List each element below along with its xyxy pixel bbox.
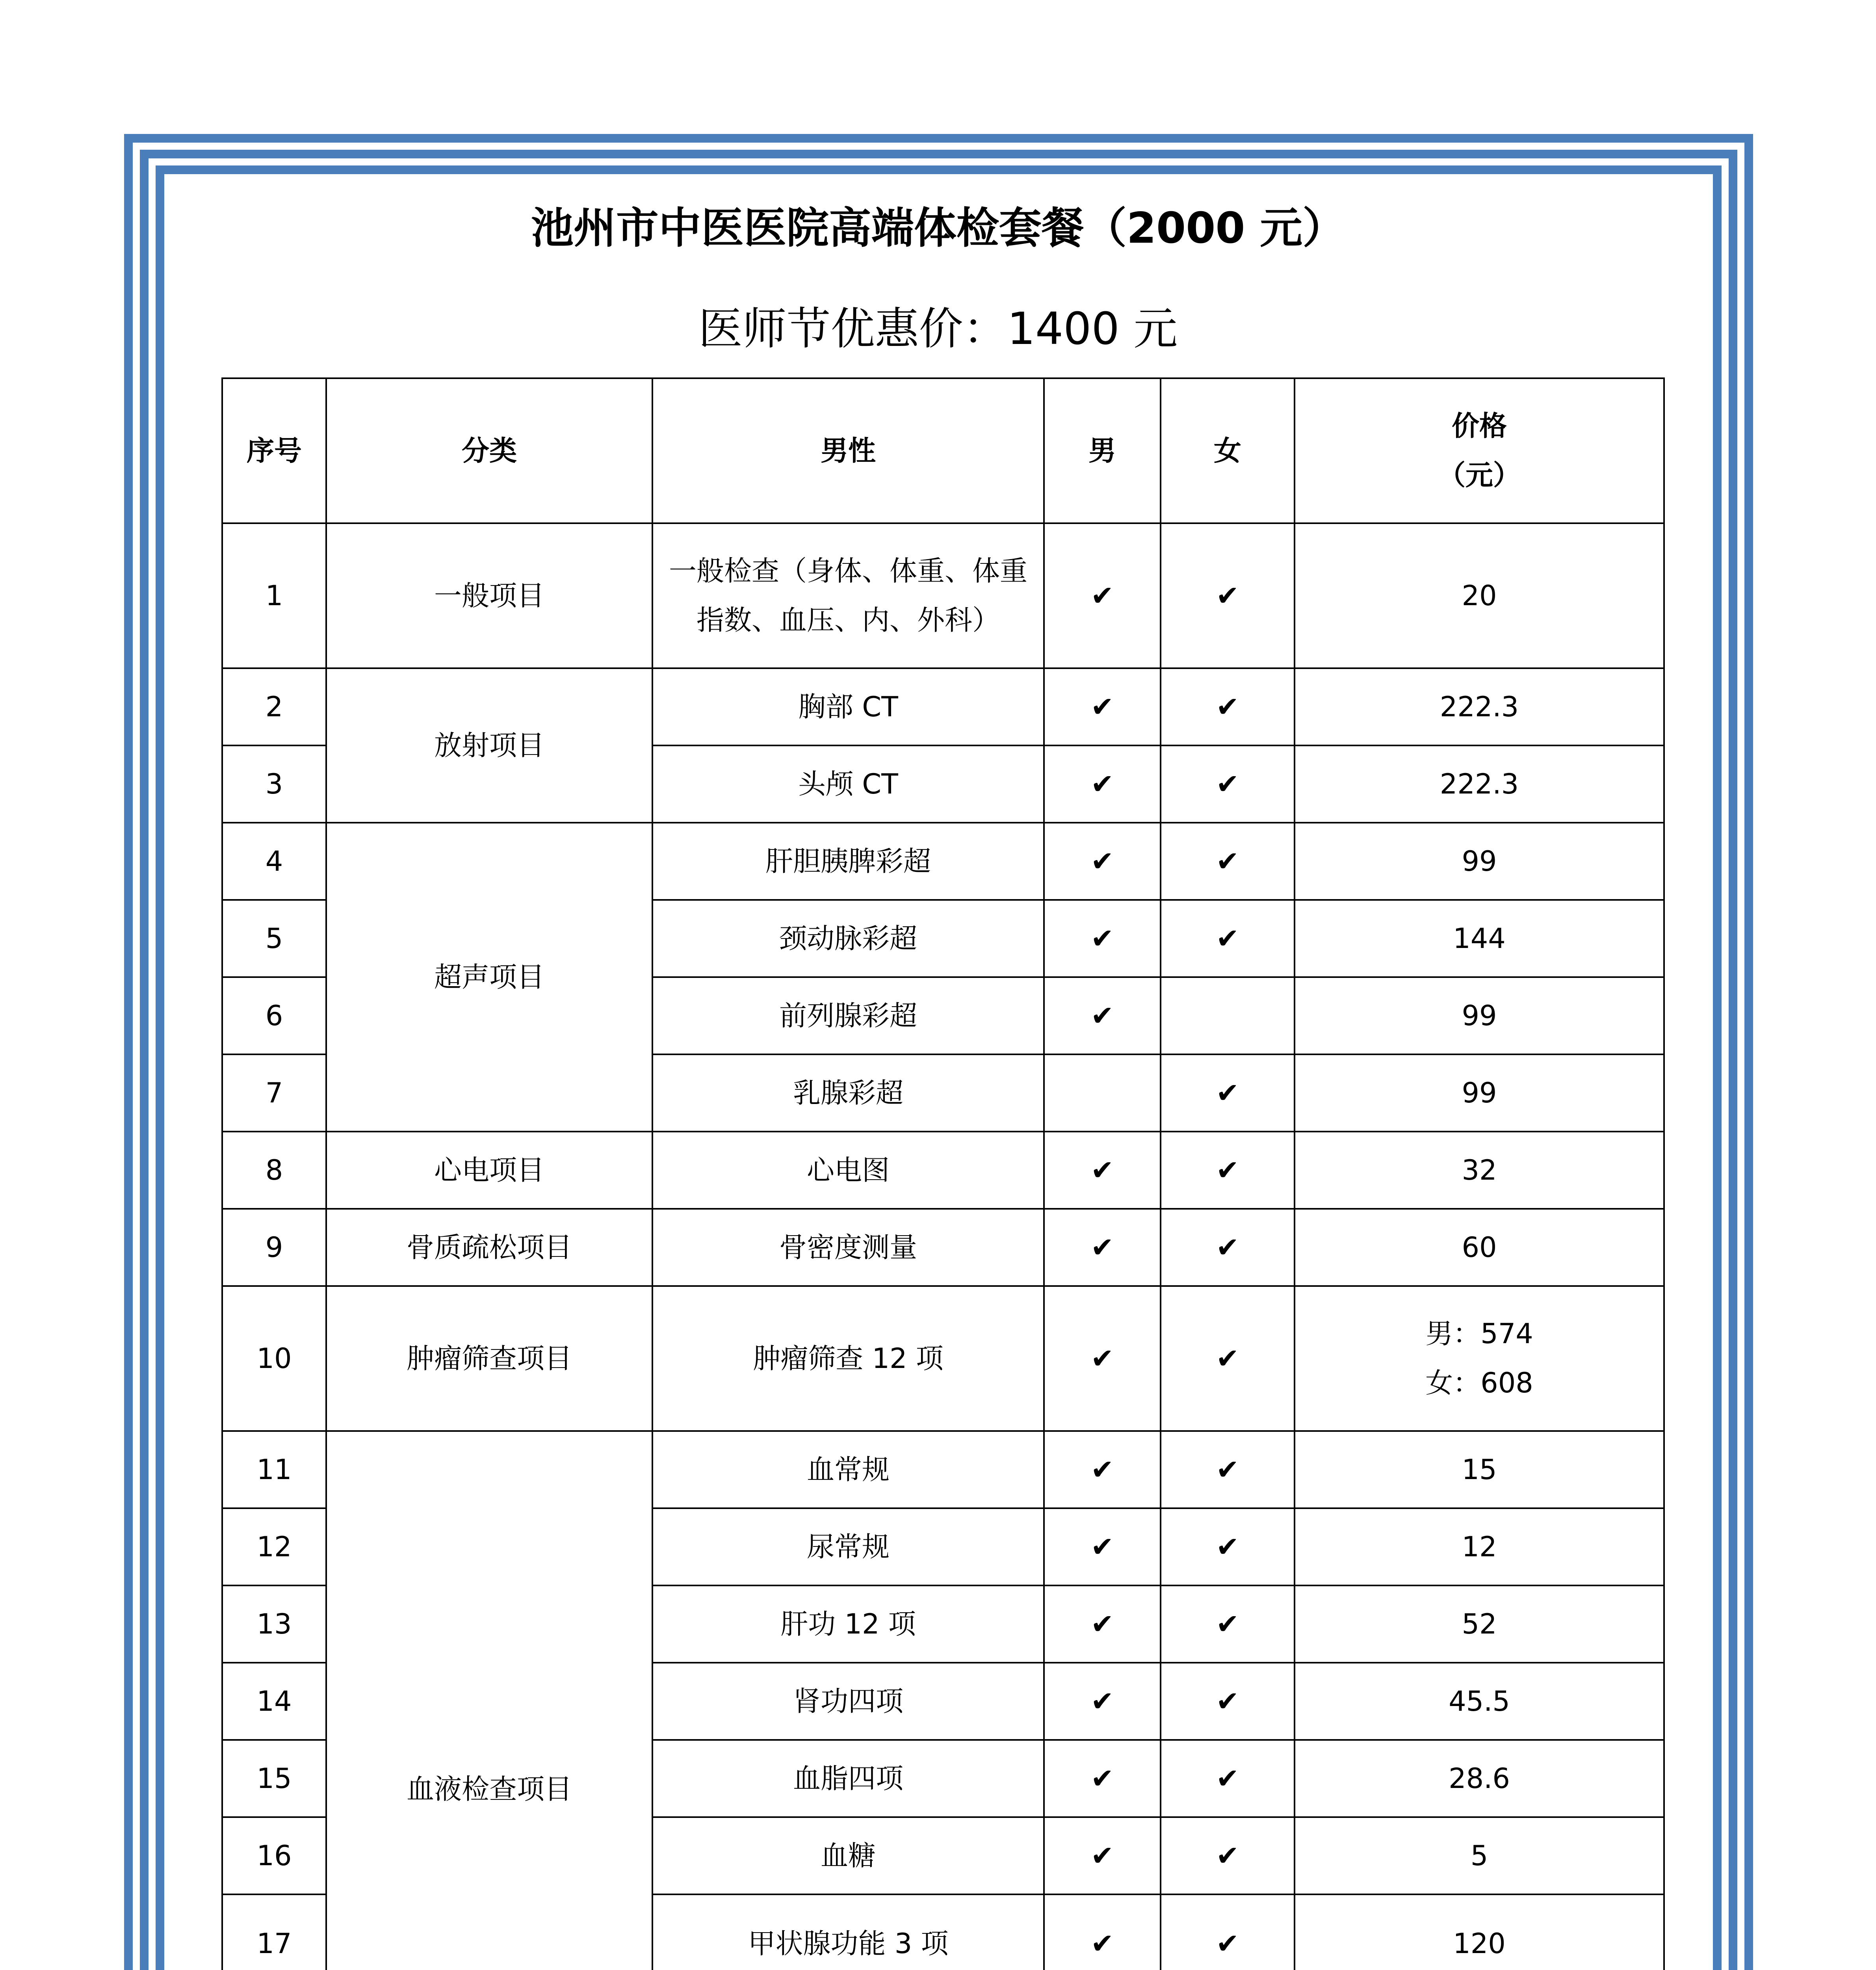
row-index: 12 (222, 1508, 326, 1585)
row-category: 肿瘤筛查项目 (326, 1286, 652, 1431)
table-row (222, 1286, 1664, 1431)
row-item: 尿常规 (652, 1508, 1044, 1585)
row-item: 血糖 (652, 1817, 1044, 1894)
checkup-table (221, 377, 1665, 1970)
row-index: 5 (222, 900, 326, 977)
row-price: 5 (1295, 1817, 1664, 1894)
table-row (222, 1132, 1664, 1209)
row-item-line: 指数、血压、内、外科） (697, 604, 1000, 636)
row-price: 28.6 (1295, 1740, 1664, 1817)
row-category: 超声项目 (326, 823, 652, 1132)
male-check-icon: ✔ (1044, 1431, 1161, 1508)
row-item: 心电图 (652, 1132, 1044, 1209)
row-category: 骨质疏松项目 (326, 1209, 652, 1286)
row-price: 52 (1295, 1585, 1664, 1663)
male-check-icon: ✔ (1044, 1894, 1161, 1970)
row-index: 14 (222, 1663, 326, 1740)
row-index: 3 (222, 745, 326, 823)
female-check-icon: ✔ (1161, 1286, 1295, 1431)
male-check-icon: ✔ (1044, 1132, 1161, 1209)
male-check-icon: ✔ (1044, 823, 1161, 900)
row-item: 甲状腺功能 3 项 (652, 1894, 1044, 1970)
female-check-icon: ✔ (1161, 1508, 1295, 1585)
row-category: 一般项目 (326, 523, 652, 668)
page-title: 池州市中医医院高端体检套餐（2000 元） (531, 204, 1345, 253)
female-check-icon: ✔ (1161, 1054, 1295, 1132)
female-check-icon: ✔ (1161, 1585, 1295, 1663)
row-price: 60 (1295, 1209, 1664, 1286)
row-category: 心电项目 (326, 1132, 652, 1209)
female-check-icon: ✔ (1161, 1817, 1295, 1894)
row-price: 144 (1295, 900, 1664, 977)
row-item-line: 一般检查（身体、体重、体重 (669, 555, 1027, 587)
female-check-icon: ✔ (1161, 523, 1295, 668)
row-index: 1 (222, 523, 326, 668)
row-index: 2 (222, 668, 326, 745)
female-check-icon: ✔ (1161, 1740, 1295, 1817)
male-price: 男：574 (1425, 1318, 1533, 1350)
male-check-icon: ✔ (1044, 1740, 1161, 1817)
header-item: 男性 (652, 378, 1044, 523)
header-male: 男 (1044, 378, 1161, 523)
female-check-icon: ✔ (1161, 1894, 1295, 1970)
row-price: 120 (1295, 1894, 1664, 1970)
row-index: 10 (222, 1286, 326, 1431)
row-price: 99 (1295, 977, 1664, 1054)
row-index: 13 (222, 1585, 326, 1663)
female-empty-cell (1161, 977, 1295, 1054)
header-row (222, 378, 1664, 523)
row-price (1295, 1286, 1664, 1431)
row-price: 20 (1295, 523, 1664, 668)
row-price: 12 (1295, 1508, 1664, 1585)
female-check-icon: ✔ (1161, 1132, 1295, 1209)
female-check-icon: ✔ (1161, 900, 1295, 977)
row-price: 99 (1295, 823, 1664, 900)
male-check-icon: ✔ (1044, 1585, 1161, 1663)
discount-price: 医师节优惠价：1400 元 (698, 303, 1178, 355)
male-check-icon: ✔ (1044, 1663, 1161, 1740)
female-check-icon: ✔ (1161, 1209, 1295, 1286)
row-index: 6 (222, 977, 326, 1054)
row-price: 45.5 (1295, 1663, 1664, 1740)
row-index: 9 (222, 1209, 326, 1286)
row-item: 前列腺彩超 (652, 977, 1044, 1054)
female-check-icon: ✔ (1161, 1663, 1295, 1740)
table-row (222, 668, 1664, 745)
row-item (652, 523, 1044, 668)
male-check-icon: ✔ (1044, 668, 1161, 745)
male-check-icon: ✔ (1044, 1286, 1161, 1431)
female-check-icon: ✔ (1161, 668, 1295, 745)
table-row (222, 1431, 1664, 1508)
row-item: 肿瘤筛查 12 项 (652, 1286, 1044, 1431)
header-index: 序号 (222, 378, 326, 523)
female-price: 女：608 (1425, 1367, 1533, 1399)
row-item: 血脂四项 (652, 1740, 1044, 1817)
male-empty-cell (1044, 1054, 1161, 1132)
row-category: 放射项目 (326, 668, 652, 823)
row-price: 222.3 (1295, 668, 1664, 745)
female-check-icon: ✔ (1161, 823, 1295, 900)
row-index: 11 (222, 1431, 326, 1508)
row-item: 头颅 CT (652, 745, 1044, 823)
row-price: 32 (1295, 1132, 1664, 1209)
male-check-icon: ✔ (1044, 1508, 1161, 1585)
row-item: 肝胆胰脾彩超 (652, 823, 1044, 900)
row-item: 肾功四项 (652, 1663, 1044, 1740)
male-check-icon: ✔ (1044, 977, 1161, 1054)
row-category: 血液检查项目 (326, 1431, 652, 1970)
header-price (1295, 378, 1664, 523)
row-item: 肝功 12 项 (652, 1585, 1044, 1663)
male-check-icon: ✔ (1044, 1209, 1161, 1286)
row-index: 4 (222, 823, 326, 900)
male-check-icon: ✔ (1044, 745, 1161, 823)
row-index: 15 (222, 1740, 326, 1817)
row-price: 222.3 (1295, 745, 1664, 823)
male-check-icon: ✔ (1044, 900, 1161, 977)
row-index: 17 (222, 1894, 326, 1970)
row-item: 乳腺彩超 (652, 1054, 1044, 1132)
female-check-icon: ✔ (1161, 1431, 1295, 1508)
row-item: 骨密度测量 (652, 1209, 1044, 1286)
row-item: 胸部 CT (652, 668, 1044, 745)
female-check-icon: ✔ (1161, 745, 1295, 823)
row-item: 血常规 (652, 1431, 1044, 1508)
header-price-label: 价格 (1452, 410, 1507, 442)
male-check-icon: ✔ (1044, 1817, 1161, 1894)
row-index: 8 (222, 1132, 326, 1209)
header-price-unit: （元） (1438, 459, 1521, 491)
table-row (222, 523, 1664, 668)
row-index: 7 (222, 1054, 326, 1132)
row-price: 15 (1295, 1431, 1664, 1508)
header-female: 女 (1161, 378, 1295, 523)
table-row (222, 823, 1664, 900)
table-row (222, 1209, 1664, 1286)
header-category: 分类 (326, 378, 652, 523)
row-item: 颈动脉彩超 (652, 900, 1044, 977)
row-price: 99 (1295, 1054, 1664, 1132)
male-check-icon: ✔ (1044, 523, 1161, 668)
row-index: 16 (222, 1817, 326, 1894)
